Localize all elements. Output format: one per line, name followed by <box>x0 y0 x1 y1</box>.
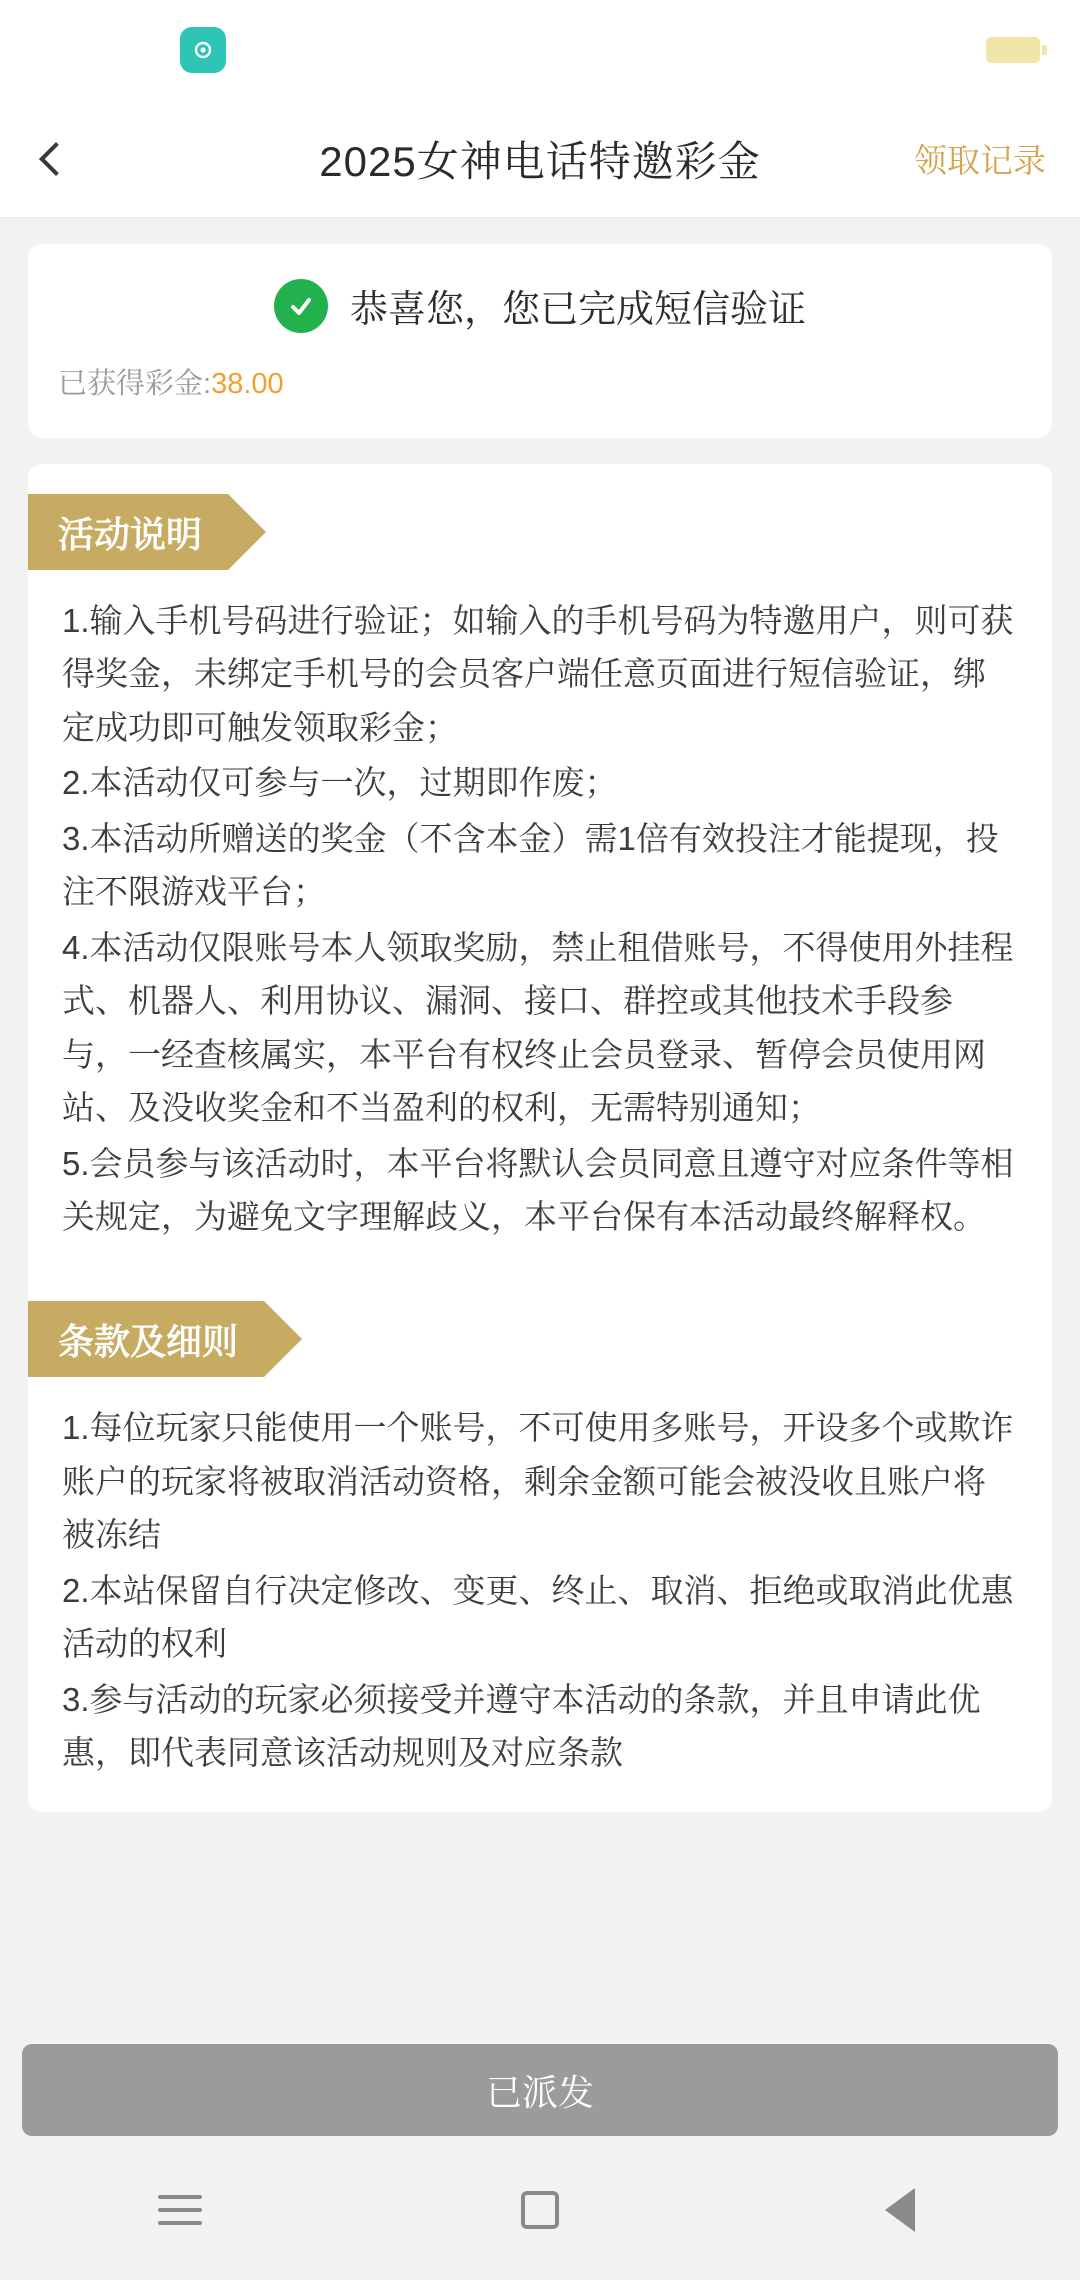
terms-paragraph: 3.参与活动的玩家必须接受并遵守本活动的条款，并且申请此优惠，即代表同意该活动规则及对应条款 <box>62 1680 981 1772</box>
section-title-terms: 条款及细则 <box>28 1301 264 1377</box>
status-message: 恭喜您，您已完成短信验证 <box>349 289 806 331</box>
status-row <box>58 278 1022 333</box>
status-bar-left <box>40 27 986 73</box>
back-chevron-icon <box>39 142 73 176</box>
ribbon-wrap-activity <box>28 464 1052 576</box>
check-circle-icon <box>274 279 328 333</box>
amount-label: 已获得彩金: <box>58 368 212 400</box>
claim-records-link[interactable]: 领取记录 <box>914 142 1046 179</box>
activity-paragraph: 2.本活动仅可参与一次，过期即作废； <box>62 764 618 802</box>
ribbon-wrap-terms <box>28 1271 1052 1383</box>
status-bar-right <box>986 37 1040 63</box>
page-title: 2025女神电话特邀彩金 <box>319 137 761 185</box>
menu-icon[interactable] <box>120 2165 240 2255</box>
activity-paragraph: 5.会员参与该活动时，本平台将默认会员同意且遵守对应条件等相关规定，为避免文字理解歧义，本平台保有本活动最终解释权。 <box>62 1144 1014 1235</box>
activity-paragraph: 4.本活动仅限账号本人领取奖励，禁止租借账号，不得使用外挂程式、机器人、利用协议、漏洞、接口、群控或其他技术手段参与，一经查核属实，本平台有权终止会员登录、暂停会员使用网站、及没收奖金和不当盈利的权利，无需特别通知； <box>62 928 1014 1127</box>
activity-description-section <box>28 464 1052 1812</box>
amount-row <box>58 361 1022 402</box>
back-triangle-shape <box>885 2188 915 2232</box>
back-button[interactable] <box>34 129 94 189</box>
camera-app-icon <box>180 27 226 73</box>
title-bar <box>0 100 1080 218</box>
status-bar <box>0 0 1080 100</box>
amount-value: 38.00 <box>211 368 284 400</box>
activity-paragraph: 1.输入手机号码进行验证；如输入的手机号码为特邀用户，则可获得奖金，未绑定手机号的会员客户端任意页面进行短信验证，绑定成功即可触发领取彩金； <box>62 602 1014 746</box>
claim-button[interactable]: 已派发 <box>22 2044 1058 2136</box>
battery-icon <box>986 37 1040 63</box>
home-square-icon[interactable] <box>480 2165 600 2255</box>
activity-description-body <box>28 576 1052 1271</box>
terms-paragraph: 1.每位玩家只能使用一个账号，不可使用多账号，开设多个或欺诈账户的玩家将被取消活动资格，剩余金额可能会被没收且账户将被冻结 <box>62 1409 1014 1554</box>
home-square-shape <box>521 2191 559 2229</box>
terms-body <box>28 1383 1052 1807</box>
section-title-activity: 活动说明 <box>28 494 228 570</box>
terms-paragraph: 2.本站保留自行决定修改、变更、终止、取消、拒绝或取消此优惠活动的权利 <box>62 1571 1014 1663</box>
activity-paragraph: 3.本活动所赠送的奖金（不含本金）需1倍有效投注才能提现，投注不限游戏平台； <box>62 819 999 911</box>
back-triangle-icon[interactable] <box>840 2165 960 2255</box>
verification-status-card <box>28 244 1052 438</box>
android-nav-bar <box>0 2140 1080 2280</box>
bottom-cta-bar <box>0 2040 1080 2140</box>
menu-icon-lines <box>158 2186 202 2234</box>
page-content[interactable] <box>0 218 1080 2040</box>
